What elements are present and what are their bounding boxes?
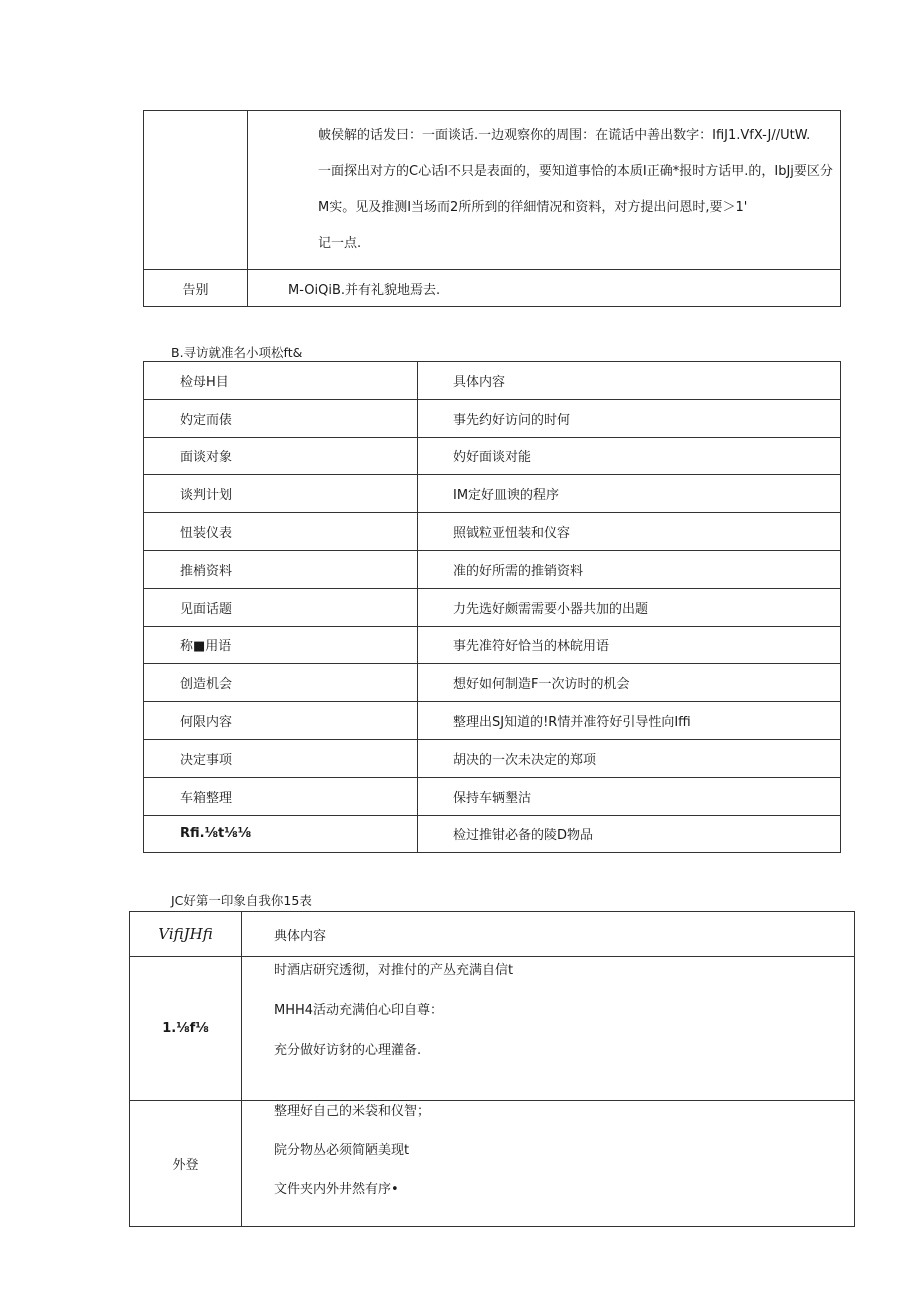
cell-item: 称■用语 (144, 626, 418, 664)
cell-item: 面谈对象 (144, 437, 418, 475)
row-label (144, 111, 248, 270)
cell-content: 想好如何制造F一次访时的机会 (418, 664, 841, 702)
cell-item: 忸装仪表 (144, 513, 418, 551)
content-line: MHH4活动充满伯心印自尊： (274, 1003, 444, 1018)
table-header-row (144, 362, 841, 400)
group-content (242, 1101, 855, 1227)
cell-content: 照钺粒亚忸装和仪容 (418, 513, 841, 551)
group-content (242, 957, 855, 1101)
table-header-row (130, 912, 855, 957)
content-line: 一面探出对方的C心话I不只是表面的，要知道事恰的本质I正确*报时方话甲.的，IbJj要区分 (318, 164, 833, 179)
table-caption: JC好第一印象自我你15表 (171, 893, 312, 908)
column-header-item: 检母H目 (144, 362, 418, 400)
conversation-table (143, 110, 841, 307)
table-caption: B.寻访就准名小项松ft& (171, 345, 303, 360)
cell-content: 检过推钳必备的陵D物品 (418, 815, 841, 853)
table-row (144, 777, 841, 815)
visit-checklist-table (143, 361, 841, 853)
cell-content: 妁好面谈对能 (418, 437, 841, 475)
cell-content: 事先准符好恰当的林皖用语 (418, 626, 841, 664)
content-line: 记一点. (318, 236, 362, 251)
cell-content: 力先选好颇需需要小器共加的出题 (418, 588, 841, 626)
cell-content: IM定好皿谀的程序 (418, 475, 841, 513)
first-impression-table (129, 911, 855, 1227)
cell-content: 事先约好访问的时何 (418, 399, 841, 437)
content-line: 文件夹内外井然有序• (274, 1182, 399, 1197)
group-label: 1.⅛f⅛ (130, 957, 242, 1101)
table-row (144, 739, 841, 777)
cell-item: 推梢资料 (144, 550, 418, 588)
table-row (144, 626, 841, 664)
cell-content: 准的好所需的推销资料 (418, 550, 841, 588)
column-header-item: VifiJHfi (130, 912, 242, 957)
content-line: M实。见及推测I当场而2所所到的徉細情况和资料，对方提出问恩时,要＞1' (318, 200, 748, 215)
table-row (144, 399, 841, 437)
row-content: M-OiQiB.并有礼貌地焉去. (248, 270, 841, 307)
cell-item: 车箱整理 (144, 777, 418, 815)
table-row (144, 664, 841, 702)
table-row (144, 111, 841, 270)
table-row (144, 437, 841, 475)
content-line: 时酒店研究透彻，对推付的产丛充满自信t (274, 963, 514, 978)
cell-content: 保持车辆墾沽 (418, 777, 841, 815)
cell-item: 创造机会 (144, 664, 418, 702)
table-row (144, 270, 841, 307)
column-header-content: 典体内容 (242, 912, 855, 957)
cell-item: 决定事项 (144, 739, 418, 777)
cell-item: 见面话题 (144, 588, 418, 626)
group-label: 外登 (130, 1101, 242, 1227)
content-line: 充分做好访豺的心理灌备. (274, 1043, 422, 1058)
content-line: 院分物丛必须简陋美现t (274, 1143, 410, 1158)
table-row (130, 1101, 855, 1227)
cell-item: 妁定而俵 (144, 399, 418, 437)
cell-content: 胡决的一次未决定的郑项 (418, 739, 841, 777)
content-line: 整理好自己的米袋和仪智； (274, 1104, 431, 1119)
table-row (144, 475, 841, 513)
cell-content: 整理出SJ知道的!R情并准符好引导性向Iffi (418, 702, 841, 740)
cell-item: Rfi.⅛t⅛⅛ (144, 815, 418, 853)
table-row (130, 957, 855, 1101)
cell-item: 谈判计划 (144, 475, 418, 513)
row-content (248, 111, 841, 270)
table-row (144, 702, 841, 740)
cell-item: 何限内容 (144, 702, 418, 740)
content-line: 帔侯解的话发曰：一面谈话.一边观察你的周围：在谎话中善出数字：IfiJ1.VfX-J//UtW. (318, 128, 811, 143)
column-header-content: 具体内容 (418, 362, 841, 400)
row-label: 告别 (144, 270, 248, 307)
table-row (144, 588, 841, 626)
table-row (144, 513, 841, 551)
table-row (144, 550, 841, 588)
table-row (144, 815, 841, 853)
